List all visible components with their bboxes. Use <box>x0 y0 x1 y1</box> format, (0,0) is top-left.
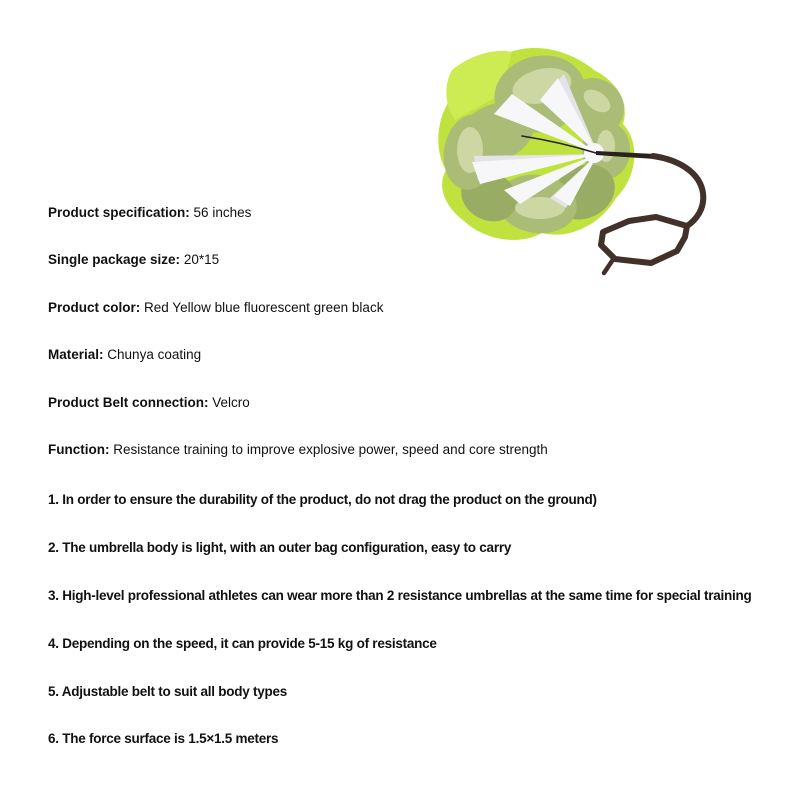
spec-value: Red Yellow blue fluorescent green black <box>144 300 384 315</box>
spec-value: Resistance training to improve explosive power, speed and core strength <box>113 442 548 457</box>
spec-value: 20*15 <box>183 252 220 267</box>
feature-item-5: 5. Adjustable belt to suit all body types <box>48 684 288 699</box>
feature-item-3: 3. High-level professional athletes can wear more than 2 resistance umbrellas at the same time for special training <box>48 588 752 603</box>
feature-item-2: 2. The umbrella body is light, with an outer bag configuration, easy to carry <box>48 540 512 555</box>
spec-label: Material: <box>48 347 104 362</box>
spec-row-function <box>48 440 548 460</box>
feature-item-4: 4. Depending on the speed, it can provide 5-15 kg of resistance <box>48 636 437 651</box>
feature-item-1: 1. In order to ensure the durability of the product, do not drag the product on the ground) <box>48 492 597 507</box>
spec-row-belt-connection <box>48 393 250 413</box>
spec-label: Single package size: <box>48 252 181 267</box>
spec-row-color <box>48 298 383 318</box>
spec-value: Chunya coating <box>107 347 202 362</box>
spec-label: Product Belt connection: <box>48 395 209 410</box>
spec-row-specification <box>48 203 251 223</box>
spec-label: Function: <box>48 442 110 457</box>
spec-value: 56 inches <box>193 205 252 220</box>
spec-row-package-size <box>48 250 219 270</box>
spec-label: Product color: <box>48 300 141 315</box>
product-photo-parachute <box>430 40 720 280</box>
spec-row-material <box>48 345 201 365</box>
parachute-illustration <box>430 40 720 280</box>
feature-item-6: 6. The force surface is 1.5×1.5 meters <box>48 731 279 746</box>
spec-label: Product specification: <box>48 205 190 220</box>
spec-value: Velcro <box>212 395 250 410</box>
